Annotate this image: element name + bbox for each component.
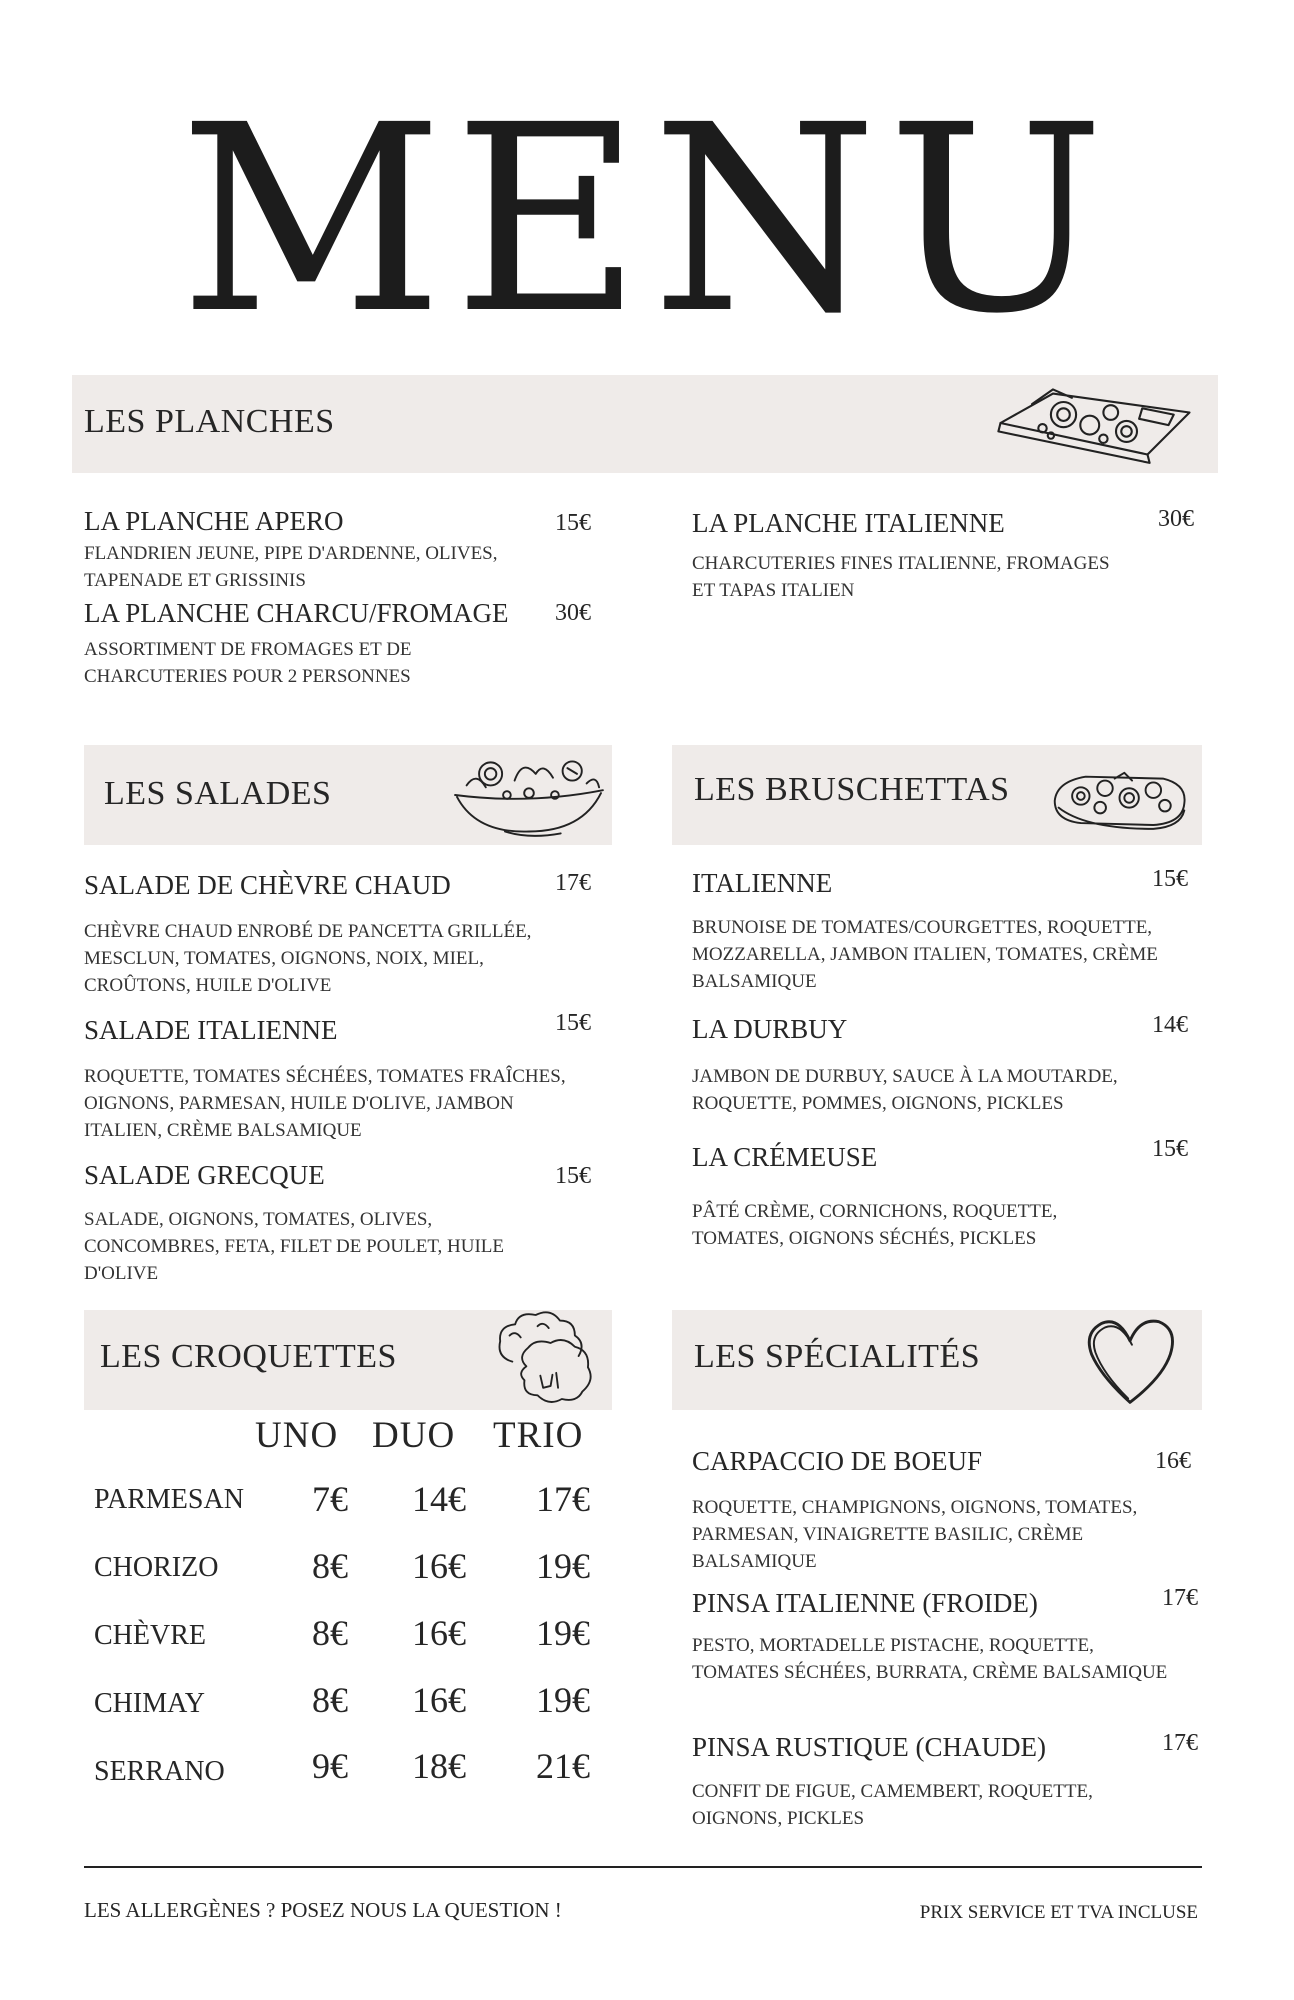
specialites-header bbox=[672, 1310, 1202, 1410]
croquette-trio-price: 19€ bbox=[536, 1680, 590, 1720]
salade-italienne-price: 15€ bbox=[555, 1010, 591, 1036]
croquette-duo-price: 16€ bbox=[412, 1546, 466, 1586]
croquette-duo-price: 18€ bbox=[412, 1746, 466, 1786]
bruschetta-italienne-price: 15€ bbox=[1152, 866, 1188, 892]
pinsa-italienne-desc: PESTO, MORTADELLE PISTACHE, ROQUETTE, TOMATES SÉCHÉES, BURRATA, CRÈME BALSAMIQUE bbox=[692, 1635, 1168, 1683]
croquette-trio-price: 17€ bbox=[536, 1479, 590, 1519]
croquettes-title: LES CROQUETTES bbox=[100, 1338, 397, 1375]
planche-apero-name: LA PLANCHE APERO bbox=[84, 506, 344, 536]
planche-charcu-desc: ASSORTIMENT DE FROMAGES ET DE CHARCUTERIES POUR 2 PERSONNES bbox=[84, 639, 412, 687]
salade-grecque-price: 15€ bbox=[555, 1163, 591, 1189]
salade-chevre-name: SALADE DE CHÈVRE CHAUD bbox=[84, 870, 451, 900]
salad-bowl-icon bbox=[444, 747, 614, 843]
planches-title: LES PLANCHES bbox=[84, 403, 335, 440]
croquettes-col-trio: TRIO bbox=[493, 1415, 584, 1456]
planche-italienne-price: 30€ bbox=[1158, 506, 1194, 532]
bruschetta-durbuy-price: 14€ bbox=[1152, 1012, 1188, 1038]
salade-grecque-desc: SALADE, OIGNONS, TOMATES, OLIVES, CONCOMBRES, FETA, FILET DE POULET, HUILE D'OLIVE bbox=[84, 1209, 504, 1284]
planche-italienne-name: LA PLANCHE ITALIENNE bbox=[692, 508, 1005, 538]
bruschettas-header bbox=[672, 745, 1202, 845]
bruschetta-italienne-name: ITALIENNE bbox=[692, 868, 833, 898]
pinsa-rustique-name: PINSA RUSTIQUE (CHAUDE) bbox=[692, 1732, 1047, 1762]
bruschetta-cremeuse-desc: PÂTÉ CRÈME, CORNICHONS, ROQUETTE, TOMATES, OIGNONS SÉCHÉS, PICKLES bbox=[692, 1201, 1058, 1249]
salade-chevre-desc: CHÈVRE CHAUD ENROBÉ DE PANCETTA GRILLÉE, MESCLUN, TOMATES, OIGNONS, NOIX, MIEL, CROÛTONS, HUILE D'OLIVE bbox=[84, 921, 532, 996]
croquettes-icon bbox=[489, 1304, 601, 1410]
bruschetta-cremeuse-price: 15€ bbox=[1152, 1136, 1188, 1162]
croquettes-col-duo: DUO bbox=[372, 1415, 456, 1456]
salade-italienne-name: SALADE ITALIENNE bbox=[84, 1015, 338, 1045]
salade-italienne-desc: ROQUETTE, TOMATES SÉCHÉES, TOMATES FRAÎCHES, OIGNONS, PARMESAN, HUILE D'OLIVE, JAMBON ITALIEN, CRÈME BALSAMIQUE bbox=[84, 1066, 566, 1141]
croquettes-col-uno: UNO bbox=[255, 1415, 339, 1456]
bruschetta-icon bbox=[1047, 757, 1192, 835]
croquettes-header bbox=[84, 1310, 612, 1410]
carpaccio-desc: ROQUETTE, CHAMPIGNONS, OIGNONS, TOMATES, PARMESAN, VINAIGRETTE BASILIC, CRÈME BALSAMIQUE bbox=[692, 1497, 1138, 1572]
planche-charcu-name: LA PLANCHE CHARCU/FROMAGE bbox=[84, 598, 509, 628]
pinsa-italienne-name: PINSA ITALIENNE (FROIDE) bbox=[692, 1588, 1038, 1618]
croquette-uno-price: 8€ bbox=[312, 1680, 348, 1720]
croquette-row-name: CHORIZO bbox=[94, 1552, 219, 1583]
croquette-row-name: CHIMAY bbox=[94, 1688, 205, 1719]
croquette-row-name: SERRANO bbox=[94, 1756, 225, 1787]
croquette-row-name: CHÈVRE bbox=[94, 1620, 206, 1651]
planche-apero-price: 15€ bbox=[555, 510, 591, 536]
heart-icon bbox=[1082, 1314, 1178, 1410]
bruschetta-durbuy-name: LA DURBUY bbox=[692, 1014, 848, 1044]
planche-charcu-price: 30€ bbox=[555, 600, 591, 626]
planches-header bbox=[72, 375, 1218, 473]
salades-title: LES SALADES bbox=[104, 775, 332, 812]
croquette-trio-price: 21€ bbox=[536, 1746, 590, 1786]
planche-italienne-desc: CHARCUTERIES FINES ITALIENNE, FROMAGES ET TAPAS ITALIEN bbox=[692, 553, 1110, 601]
bruschetta-italienne-desc: BRUNOISE DE TOMATES/COURGETTES, ROQUETTE, MOZZARELLA, JAMBON ITALIEN, TOMATES, CRÈME BALSAMIQUE bbox=[692, 917, 1158, 992]
croquette-trio-price: 19€ bbox=[536, 1546, 590, 1586]
salade-grecque-name: SALADE GRECQUE bbox=[84, 1160, 325, 1190]
croquette-duo-price: 16€ bbox=[412, 1680, 466, 1720]
bruschettas-title: LES BRUSCHETTAS bbox=[694, 771, 1010, 808]
pinsa-rustique-price: 17€ bbox=[1162, 1730, 1198, 1756]
bruschetta-cremeuse-name: LA CRÉMEUSE bbox=[692, 1142, 878, 1172]
bruschetta-durbuy-desc: JAMBON DE DURBUY, SAUCE À LA MOUTARDE, ROQUETTE, POMMES, OIGNONS, PICKLES bbox=[692, 1066, 1118, 1114]
pinsa-italienne-price: 17€ bbox=[1162, 1585, 1198, 1611]
tax-note: PRIX SERVICE ET TVA INCLUSE bbox=[919, 1902, 1198, 1923]
salade-chevre-price: 17€ bbox=[555, 870, 591, 896]
specialites-title: LES SPÉCIALITÉS bbox=[694, 1338, 981, 1375]
charcuterie-board-icon bbox=[990, 377, 1200, 469]
allergens-note: LES ALLERGÈNES ? POSEZ NOUS LA QUESTION ! bbox=[84, 1898, 562, 1922]
carpaccio-name: CARPACCIO DE BOEUF bbox=[692, 1446, 983, 1476]
croquette-uno-price: 7€ bbox=[312, 1479, 348, 1519]
croquette-duo-price: 16€ bbox=[412, 1613, 466, 1653]
croquette-uno-price: 9€ bbox=[312, 1746, 348, 1786]
carpaccio-price: 16€ bbox=[1155, 1448, 1191, 1474]
planche-apero-desc: FLANDRIEN JEUNE, PIPE D'ARDENNE, OLIVES, TAPENADE ET GRISSINIS bbox=[84, 543, 498, 591]
footer-divider bbox=[84, 1866, 1202, 1868]
menu-title: MENU bbox=[179, 70, 1115, 370]
croquette-trio-price: 19€ bbox=[536, 1613, 590, 1653]
croquette-row-name: PARMESAN bbox=[94, 1484, 244, 1515]
croquette-uno-price: 8€ bbox=[312, 1546, 348, 1586]
croquette-duo-price: 14€ bbox=[412, 1479, 466, 1519]
croquette-uno-price: 8€ bbox=[312, 1613, 348, 1653]
salades-header bbox=[84, 745, 612, 845]
pinsa-rustique-desc: CONFIT DE FIGUE, CAMEMBERT, ROQUETTE, OIGNONS, PICKLES bbox=[692, 1781, 1093, 1829]
